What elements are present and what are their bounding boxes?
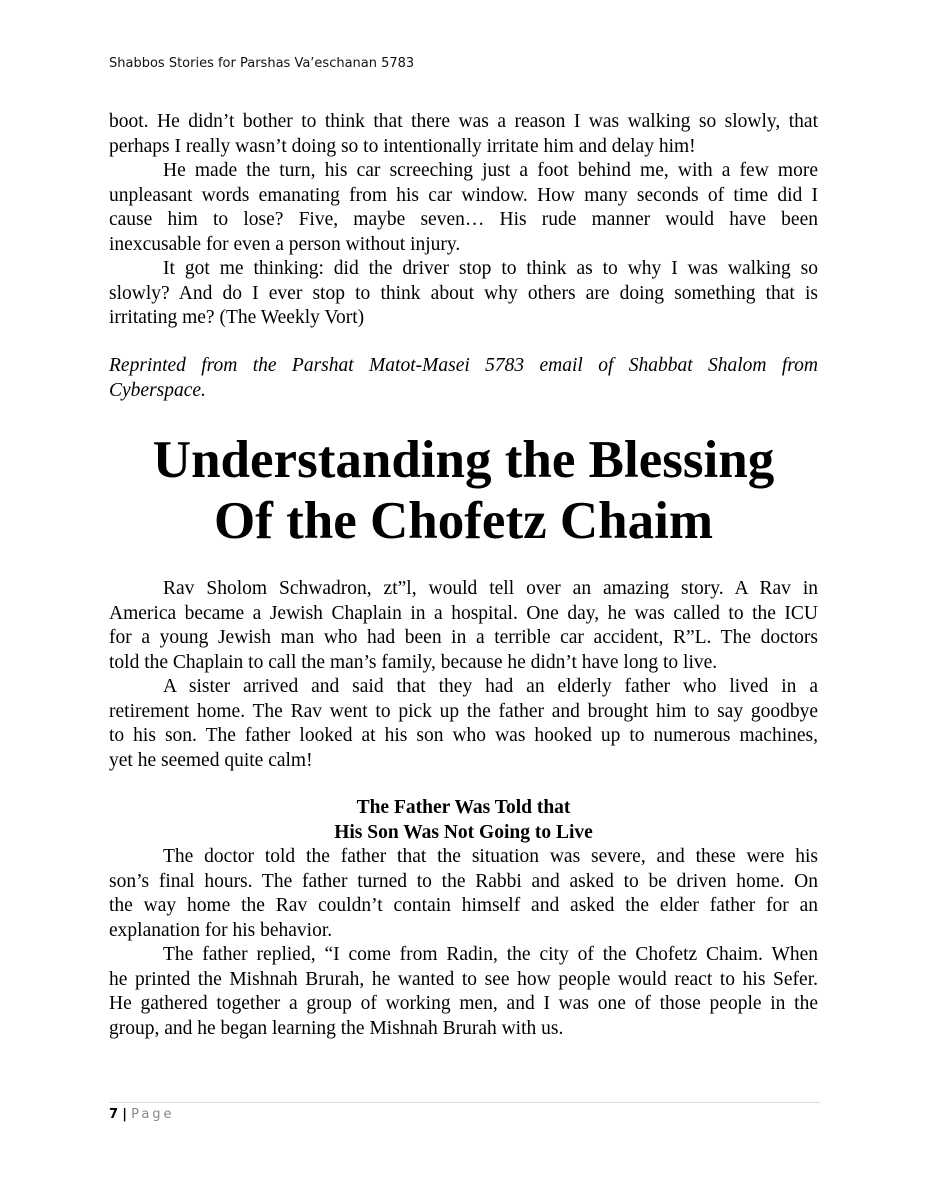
body-section-1 [109,110,818,331]
paragraph-line: Rav Sholom Schwadron, zt”l, would tell over an amazing story. A Rav in [163,578,818,599]
article-title [0,430,927,552]
paragraph-line: perhaps I really wasn’t doing so to intentionally irritate him and delay him! [109,135,696,157]
paragraph-line: America became a Jewish Chaplain in a hospital. One day, he was called to the ICU [109,602,818,624]
running-header: Shabbos Stories for Parshas Va’eschanan 5783 [109,56,415,71]
paragraph-line: A sister arrived and said that they had an elderly father who lived in a [163,676,818,697]
subheading-line: His Son Was Not Going to Live [334,821,593,843]
paragraph-line: yet he seemed quite calm! [109,749,313,771]
paragraph-line: the way home the Rav couldn’t contain himself and asked the elder father for an [109,895,818,916]
paragraph-line: son’s final hours. The father turned to the Rabbi and asked to be driven home. On [109,870,818,892]
reprint-note [109,354,818,403]
paragraph-line: retirement home. The Rav went to pick up the father and brought him to say goodbye [109,700,818,722]
paragraph-line: The father replied, “I come from Radin, the city of the Chofetz Chaim. When [163,944,818,965]
paragraph-line: inexcusable for even a person without injury. [109,233,461,255]
title-line: Understanding the Blessing [152,431,775,489]
paragraph-line: to his son. The father looked at his son who was hooked up to numerous machines, [109,725,818,746]
paragraph-line: cause him to lose? Five, maybe seven… His rude manner would have been [109,209,818,230]
page-label: Page [131,1107,175,1122]
body-section-2 [109,577,818,773]
paragraph-line: slowly? And do I ever stop to think about why others are doing something that is [109,282,818,304]
page-number: 7 [109,1107,119,1122]
body-section-3 [109,845,818,1041]
paragraph-line: group, and he began learning the Mishnah Brurah with us. [109,1017,564,1039]
paragraph-line: The doctor told the father that the situation was severe, and these were his [163,846,818,867]
subheading-line: The Father Was Told that [356,797,571,818]
paragraph-line: explanation for his behavior. [109,919,333,941]
reprint-line: Cyberspace. [109,379,206,401]
footer-separator: | [122,1107,127,1122]
paragraph-line: he printed the Mishnah Brurah, he wanted to see how people would react to his Sefer. [109,968,818,990]
title-line: Of the Chofetz Chaim [214,492,713,550]
page-footer [109,1107,175,1122]
reprint-line: Reprinted from the Parshat Matot-Masei 5783 email of Shabbat Shalom from [109,355,818,376]
paragraph-line: He gathered together a group of working men, and I was one of those people in the [109,993,818,1014]
paragraph-line: unpleasant words emanating from his car window. How many seconds of time did I [109,184,818,206]
paragraph-line: for a young Jewish man who had been in a terrible car accident, R”L. The doctors [109,627,818,648]
paragraph-line: boot. He didn’t bother to think that there was a reason I was walking so slowly, that [109,111,818,132]
paragraph-line: told the Chaplain to call the man’s family, because he didn’t have long to live. [109,651,718,673]
paragraph-line: He made the turn, his car screeching just a foot behind me, with a few more [163,160,818,181]
footer-divider [109,1102,820,1103]
paragraph-line: irritating me? (The Weekly Vort) [109,307,365,328]
subheading [109,796,818,845]
paragraph-line: It got me thinking: did the driver stop to think as to why I was walking so [163,258,818,279]
